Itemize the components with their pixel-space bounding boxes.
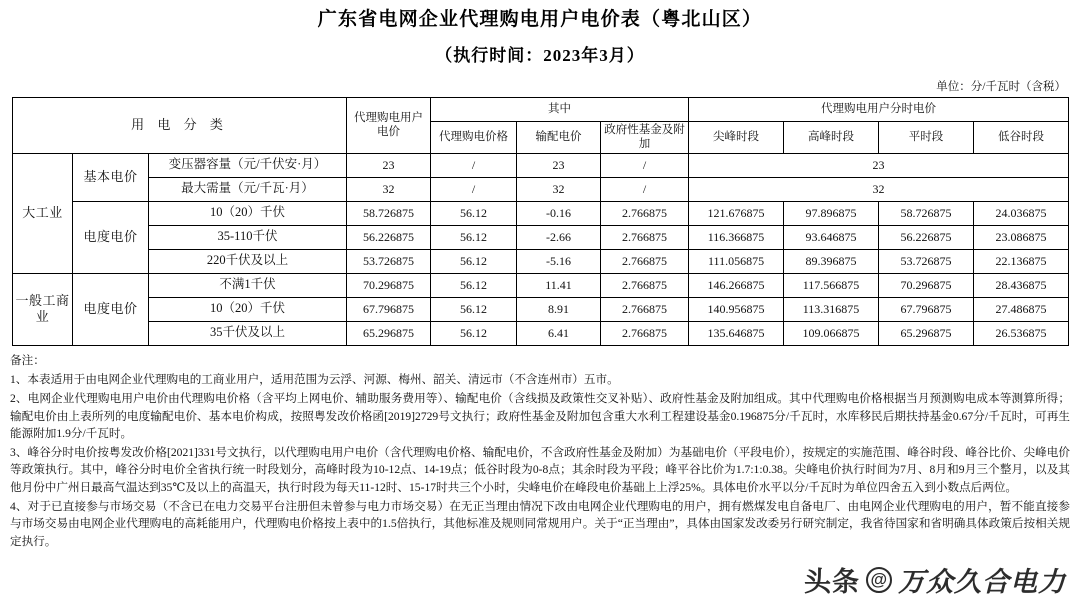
cell-tou-flat: 56.226875 (879, 225, 974, 249)
row-label: 10（20）千伏 (149, 201, 347, 225)
cell-purchase-price: / (431, 177, 517, 201)
cell-transmission: 6.41 (517, 321, 601, 345)
cell-gov-fund: 2.766875 (601, 249, 689, 273)
header-purchase-price: 代理购电价格 (431, 122, 517, 154)
cell-gov-fund: / (601, 177, 689, 201)
cell-tou-peak: 117.566875 (784, 273, 879, 297)
at-symbol-icon: @ (866, 567, 892, 593)
cell-gov-fund: 2.766875 (601, 201, 689, 225)
header-gov-fund: 政府性基金及附加 (601, 122, 689, 154)
cell-tou-flat: 53.726875 (879, 249, 974, 273)
cell-tou-sharp-peak: 111.056875 (689, 249, 784, 273)
cell-gov-fund: / (601, 153, 689, 177)
header-tou-group: 代理购电用户分时电价 (689, 98, 1069, 122)
page-subtitle: （执行时间：2023年3月） (435, 45, 645, 65)
row-label: 10（20）千伏 (149, 297, 347, 321)
cell-gov-fund: 2.766875 (601, 225, 689, 249)
cell-purchase-price: 56.12 (431, 249, 517, 273)
cell-agent-price: 67.796875 (347, 297, 431, 321)
cell-agent-price: 32 (347, 177, 431, 201)
header-category: 用 电 分 类 (13, 98, 347, 154)
rate-table-container (0, 97, 1080, 346)
group-label-general-commercial: 一般工商业 (13, 273, 73, 345)
table-header (13, 98, 1069, 154)
cell-tou-valley: 27.486875 (974, 297, 1069, 321)
header-tou-sharp-peak: 尖峰时段 (689, 122, 784, 154)
row-label: 最大需量（元/千瓦·月） (149, 177, 347, 201)
header-agent-price: 代理购电用户电价 (347, 98, 431, 154)
cell-agent-price: 23 (347, 153, 431, 177)
note-item-2: 2、电网企业代理购电用户电价由代理购电价格（含平均上网电价、辅助服务费用等）、输配电价（含线损及政策性交叉补贴）、政府性基金及附加组成。其中代理购电价格根据当月预测购电成本等测算所得；输配电价由上表所列的电度输配电价、基本电价构成，按照粤发改价格函[2019]2729号文执行；政府性基金及附加包含重大水利工程建设基金0.196875分/千瓦时，水库移民后期扶持基金0.67分/千瓦时，可再生能源附加1.9分/千瓦时。 (10, 391, 1070, 441)
cell-transmission: -2.66 (517, 225, 601, 249)
cell-tou-valley: 24.036875 (974, 201, 1069, 225)
cell-transmission: 11.41 (517, 273, 601, 297)
cell-tou-peak: 113.316875 (784, 297, 879, 321)
title-block (0, 0, 1080, 68)
cell-agent-price: 53.726875 (347, 249, 431, 273)
table-row (13, 153, 1069, 177)
cell-transmission: 32 (517, 177, 601, 201)
notes-heading: 备注： (10, 353, 45, 367)
table-row (13, 249, 1069, 273)
cell-tou-sharp-peak: 146.266875 (689, 273, 784, 297)
cell-tou-merged: 32 (689, 177, 1069, 201)
watermark (804, 560, 1066, 599)
table-row (13, 225, 1069, 249)
subgroup-label-basic-price: 基本电价 (73, 153, 149, 201)
group-label-large-industry: 大工业 (13, 153, 73, 273)
watermark-platform: 头条 (804, 567, 860, 597)
note-item-3: 3、峰谷分时电价按粤发改价格[2021]331号文执行，以代理购电用户电价（含代理购电价格、输配电价，不含政府性基金及附加）为基础电价（平段电价），按规定的实施范围、峰谷时段、峰谷比价、尖峰电价等政策执行。其中，峰谷分时电价全省执行统一时段划分，高峰时段为10-12点、14-19点；低谷时段为0-8点；其余时段为平段；峰平谷比价为1.7:1:0.38。尖峰电价执行时间为7月、8月和9月三个整月，以及其他月份中广州日最高气温达到35℃及以上的高温天，执行时段为每天11-12时、15-17时共三个小时，尖峰电价在峰段电价基础上上浮25%。具体电价水平以分/千瓦时为单位四舍五入到小数点后两位。 (10, 445, 1070, 495)
cell-gov-fund: 2.766875 (601, 273, 689, 297)
subgroup-label-energy-price: 电度电价 (73, 273, 149, 345)
cell-agent-price: 70.296875 (347, 273, 431, 297)
watermark-brand: 万众久合电力 (898, 567, 1066, 597)
note-item-4: 4、对于已直接参与市场交易（不含已在电力交易平台注册但未曾参与电力市场交易）在无正当理由情况下改由电网企业代理购电的用户，拥有燃煤发电自备电厂、由电网企业代理购电的用户，暂不能直接参与市场交易由电网企业代理购电的高耗能用户，代理购电价格按上表中的1.5倍执行，其他标准及规则同常规用户。关于“正当理由”，具体由国家发改委另行研究制定，我省待国家和省明确具体政策后按相关规定执行。 (10, 499, 1070, 548)
cell-transmission: -0.16 (517, 201, 601, 225)
header-transmission-price: 输配电价 (517, 122, 601, 154)
cell-purchase-price: / (431, 153, 517, 177)
cell-gov-fund: 2.766875 (601, 297, 689, 321)
cell-tou-peak: 97.896875 (784, 201, 879, 225)
cell-purchase-price: 56.12 (431, 273, 517, 297)
table-row (13, 321, 1069, 345)
row-label: 变压器容量（元/千伏安·月） (149, 153, 347, 177)
cell-tou-peak: 109.066875 (784, 321, 879, 345)
header-among-which: 其中 (431, 98, 689, 122)
cell-tou-sharp-peak: 140.956875 (689, 297, 784, 321)
notes-section (0, 346, 1080, 551)
cell-purchase-price: 56.12 (431, 321, 517, 345)
cell-tou-merged: 23 (689, 153, 1069, 177)
cell-transmission: -5.16 (517, 249, 601, 273)
unit-note: 单位：分/千瓦时（含税） (936, 81, 1066, 93)
cell-tou-flat: 65.296875 (879, 321, 974, 345)
cell-agent-price: 65.296875 (347, 321, 431, 345)
cell-tou-valley: 23.086875 (974, 225, 1069, 249)
row-label: 220千伏及以上 (149, 249, 347, 273)
cell-tou-valley: 28.436875 (974, 273, 1069, 297)
table-row (13, 201, 1069, 225)
note-item-1: 1、本表适用于由电网企业代理购电的工商业用户，适用范围为云浮、河源、梅州、韶关、清远市（不含连州市）五市。 (10, 373, 619, 387)
cell-tou-sharp-peak: 135.646875 (689, 321, 784, 345)
table-row (13, 177, 1069, 201)
row-label: 35千伏及以上 (149, 321, 347, 345)
cell-tou-sharp-peak: 116.366875 (689, 225, 784, 249)
cell-tou-flat: 70.296875 (879, 273, 974, 297)
cell-purchase-price: 56.12 (431, 225, 517, 249)
cell-tou-valley: 26.536875 (974, 321, 1069, 345)
header-tou-valley: 低谷时段 (974, 122, 1069, 154)
electricity-rate-table (12, 97, 1069, 346)
header-tou-peak: 高峰时段 (784, 122, 879, 154)
table-row (13, 273, 1069, 297)
row-label: 不满1千伏 (149, 273, 347, 297)
cell-transmission: 8.91 (517, 297, 601, 321)
cell-tou-flat: 67.796875 (879, 297, 974, 321)
table-row (13, 297, 1069, 321)
cell-transmission: 23 (517, 153, 601, 177)
cell-tou-valley: 22.136875 (974, 249, 1069, 273)
cell-agent-price: 56.226875 (347, 225, 431, 249)
cell-tou-peak: 89.396875 (784, 249, 879, 273)
row-label: 35-110千伏 (149, 225, 347, 249)
page-title: 广东省电网企业代理购电用户电价表（粤北山区） (317, 9, 763, 30)
cell-gov-fund: 2.766875 (601, 321, 689, 345)
table-body (13, 153, 1069, 345)
cell-purchase-price: 56.12 (431, 297, 517, 321)
cell-tou-flat: 58.726875 (879, 201, 974, 225)
header-tou-flat: 平时段 (879, 122, 974, 154)
cell-purchase-price: 56.12 (431, 201, 517, 225)
cell-agent-price: 58.726875 (347, 201, 431, 225)
cell-tou-sharp-peak: 121.676875 (689, 201, 784, 225)
cell-tou-peak: 93.646875 (784, 225, 879, 249)
subgroup-label-energy-price: 电度电价 (73, 201, 149, 273)
